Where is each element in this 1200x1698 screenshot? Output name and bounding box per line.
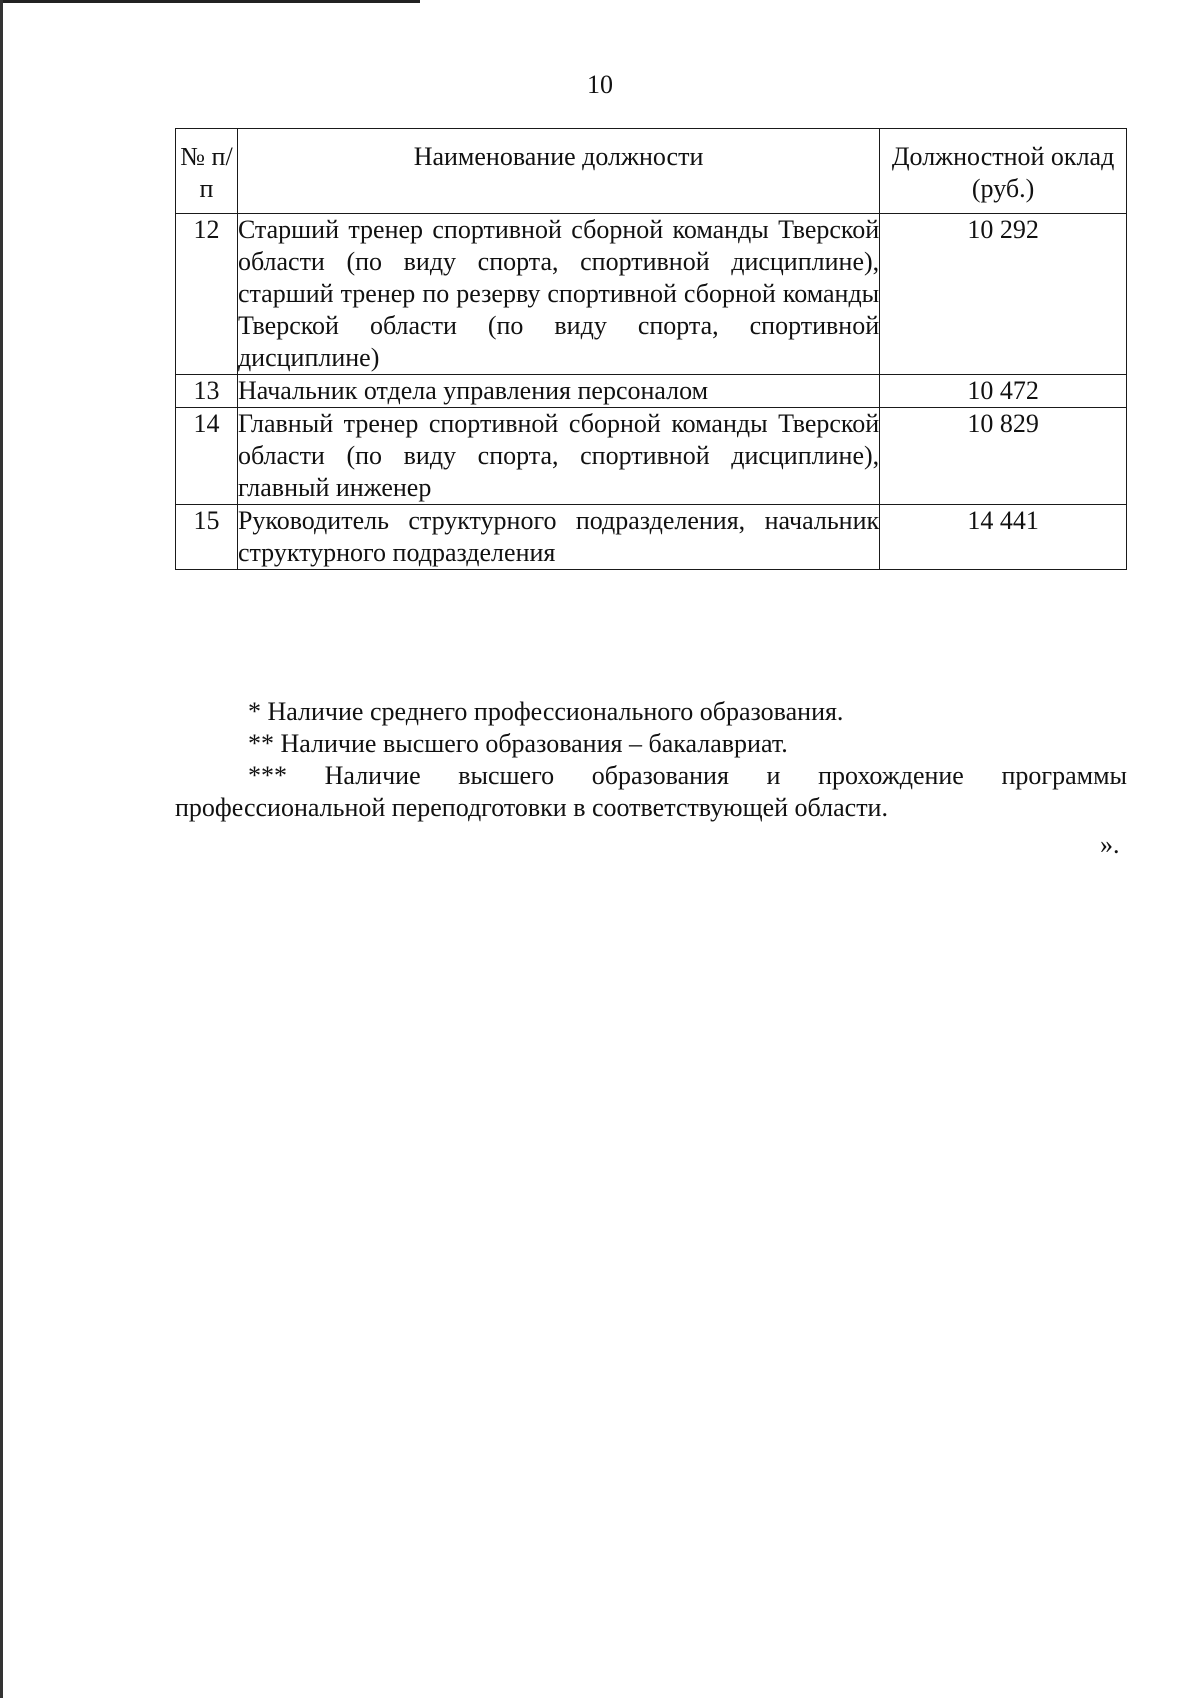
positions-salary-table — [175, 128, 1127, 570]
row-number: 12 — [176, 214, 238, 375]
table-row — [176, 214, 1127, 375]
header-position-name: Наименование должности — [237, 129, 879, 214]
footnote-bachelor: ** Наличие высшего образования – бакалавриат. — [248, 729, 788, 758]
closing-quote: ». — [1100, 830, 1120, 859]
page-number: 10 — [587, 70, 613, 99]
row-number: 15 — [176, 505, 238, 570]
scan-edge-left — [0, 0, 3, 1698]
table-row — [176, 505, 1127, 570]
row-position-name: Руководитель структурного подразделения, начальник структурного подразделения — [237, 505, 879, 570]
footnote-higher-retraining: *** Наличие высшего образования и прохождение программы профессиональной переподготовки в соответствующей области. — [175, 761, 1127, 822]
row-salary: 10 292 — [880, 214, 1127, 375]
table-row — [176, 408, 1127, 505]
footnotes — [175, 696, 1127, 824]
row-position-name: Начальник отдела управления персоналом — [237, 375, 879, 408]
scan-edge-top — [0, 0, 420, 3]
footnote-secondary-education: * Наличие среднего профессионального образования. — [248, 697, 844, 726]
header-salary: Должностной оклад (руб.) — [880, 129, 1127, 214]
row-number: 14 — [176, 408, 238, 505]
row-position-name: Старший тренер спортивной сборной команды Тверской области (по виду спорта, спортивной дисциплине), старший тренер по резерву спортивной сборной команды Тверской области (по виду спорта, спортивной дисциплине) — [237, 214, 879, 375]
table-row — [176, 375, 1127, 408]
row-salary: 14 441 — [880, 505, 1127, 570]
table-header-row — [176, 129, 1127, 214]
row-position-name: Главный тренер спортивной сборной команды Тверской области (по виду спорта, спортивной дисциплине), главный инженер — [237, 408, 879, 505]
row-salary: 10 829 — [880, 408, 1127, 505]
row-number: 13 — [176, 375, 238, 408]
row-salary: 10 472 — [880, 375, 1127, 408]
header-number: № п/п — [176, 129, 238, 214]
